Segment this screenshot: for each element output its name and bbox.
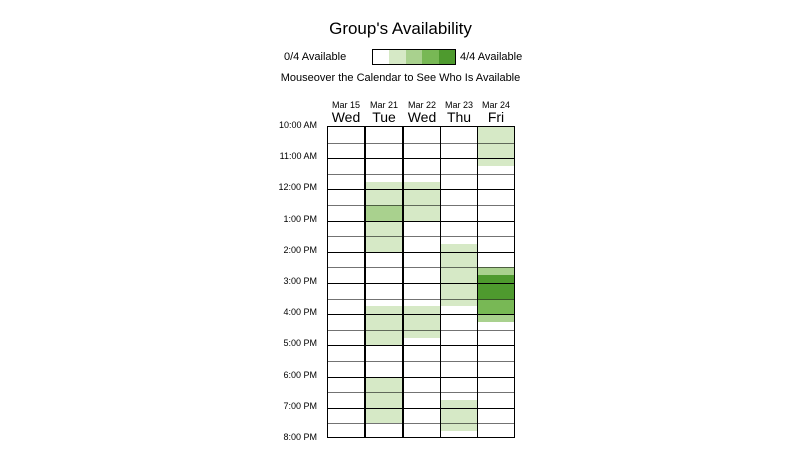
half-hour-line (441, 174, 477, 175)
time-label: 7:00 PM (283, 400, 317, 411)
hour-line (328, 189, 364, 190)
half-hour-line (404, 361, 440, 362)
hour-line (478, 158, 514, 159)
hour-line (328, 345, 364, 346)
hour-line (441, 314, 477, 315)
availability-block[interactable] (478, 275, 514, 298)
hour-line (328, 283, 364, 284)
time-label: 4:00 PM (283, 307, 317, 318)
half-hour-line (366, 143, 402, 144)
time-label: 6:00 PM (283, 369, 317, 380)
hour-line (328, 221, 364, 222)
day-column[interactable] (440, 126, 478, 438)
day-weekday: Wed (407, 109, 437, 125)
hour-line (366, 314, 402, 315)
hour-line (478, 252, 514, 253)
day-column[interactable] (365, 126, 403, 438)
page-title: Group's Availability (329, 19, 472, 38)
hour-line (366, 345, 402, 346)
half-hour-line (366, 299, 402, 300)
hour-line (441, 377, 477, 378)
half-hour-line (478, 361, 514, 362)
half-hour-line (366, 205, 402, 206)
availability-block[interactable] (404, 306, 440, 337)
half-hour-line (366, 423, 402, 424)
day-header (327, 100, 365, 125)
half-hour-line (441, 392, 477, 393)
half-hour-line (441, 143, 477, 144)
half-hour-line (404, 299, 440, 300)
time-label: 12:00 PM (278, 182, 317, 193)
hour-line (366, 252, 402, 253)
legend-scale (372, 49, 456, 65)
hour-line (441, 283, 477, 284)
time-label: 3:00 PM (283, 276, 317, 286)
half-hour-line (404, 174, 440, 175)
day-date: Mar 23 (444, 100, 473, 110)
half-hour-line (404, 143, 440, 144)
hour-line (404, 345, 440, 346)
half-hour-line (478, 330, 514, 331)
hour-line (404, 158, 440, 159)
hour-line (441, 158, 477, 159)
time-label: 10:00 AM (278, 120, 317, 130)
half-hour-line (366, 361, 402, 362)
legend-swatch-1 (389, 50, 405, 64)
day-header (365, 100, 403, 125)
time-label: 11:00 AM (279, 151, 317, 162)
half-hour-line (366, 174, 402, 175)
time-label: 2:00 PM (283, 244, 317, 255)
day-date: Mar 15 (331, 100, 360, 110)
day-column[interactable] (403, 126, 441, 438)
half-hour-line (441, 361, 477, 362)
hour-line (404, 189, 440, 190)
hour-line (478, 345, 514, 346)
half-hour-line (366, 392, 402, 393)
availability-block[interactable] (478, 314, 514, 322)
hour-line (366, 377, 402, 378)
legend-swatch-4 (439, 50, 455, 64)
half-hour-line (441, 299, 477, 300)
hour-line (478, 408, 514, 409)
half-hour-line (478, 236, 514, 237)
availability-block[interactable] (404, 182, 440, 221)
availability-block[interactable] (366, 306, 402, 345)
half-hour-line (328, 143, 364, 144)
half-hour-line (328, 423, 364, 424)
half-hour-line (441, 267, 477, 268)
hour-line (478, 189, 514, 190)
time-label: 5:00 PM (283, 338, 317, 349)
half-hour-line (404, 205, 440, 206)
day-column[interactable] (327, 126, 365, 438)
hour-line (404, 314, 440, 315)
availability-block[interactable] (478, 267, 514, 275)
half-hour-line (404, 330, 440, 331)
legend-swatch-2 (406, 50, 422, 64)
availability-block[interactable] (441, 244, 477, 306)
day-weekday: Wed (331, 109, 361, 125)
legend-max-label: 4/4 Available (460, 51, 523, 63)
hour-line (366, 408, 402, 409)
day-date: Mar 21 (369, 100, 398, 110)
half-hour-line (404, 423, 440, 424)
half-hour-line (366, 330, 402, 331)
day-date: Mar 24 (481, 100, 510, 110)
day-date: Mar 22 (407, 100, 436, 110)
legend-swatch-3 (422, 50, 438, 64)
half-hour-line (478, 205, 514, 206)
time-label: 1:00 PM (283, 213, 317, 224)
half-hour-line (441, 205, 477, 206)
half-hour-line (366, 267, 402, 268)
hour-line (366, 158, 402, 159)
hour-line (441, 189, 477, 190)
half-hour-line (328, 205, 364, 206)
availability-block[interactable] (366, 197, 402, 205)
half-hour-line (328, 174, 364, 175)
half-hour-line (478, 392, 514, 393)
day-header (477, 100, 515, 125)
day-header (403, 100, 441, 125)
half-hour-line (478, 174, 514, 175)
half-hour-line (328, 392, 364, 393)
hour-line (366, 189, 402, 190)
hour-line (441, 221, 477, 222)
hour-line (478, 314, 514, 315)
hour-line (328, 314, 364, 315)
hour-line (478, 283, 514, 284)
hour-line (404, 252, 440, 253)
availability-legend (0, 49, 801, 65)
day-column[interactable] (477, 126, 515, 438)
half-hour-line (478, 267, 514, 268)
availability-block[interactable] (366, 205, 402, 221)
day-weekday: Tue (372, 109, 396, 125)
half-hour-line (328, 236, 364, 237)
half-hour-line (478, 143, 514, 144)
half-hour-line (441, 423, 477, 424)
hour-line (328, 377, 364, 378)
hour-line (478, 221, 514, 222)
availability-block[interactable] (441, 400, 477, 431)
hour-line (366, 283, 402, 284)
hour-line (441, 252, 477, 253)
day-weekday: Thu (446, 109, 472, 125)
time-label: 8:00 PM (283, 432, 317, 442)
half-hour-line (328, 267, 364, 268)
legend-swatch-0 (373, 50, 389, 64)
half-hour-line (404, 267, 440, 268)
hour-line (441, 408, 477, 409)
hour-line (328, 252, 364, 253)
hour-line (441, 345, 477, 346)
mouseover-hint: Mouseover the Calendar to See Who Is Available (280, 72, 521, 84)
hour-line (328, 408, 364, 409)
legend-min-label: 0/4 Available (284, 51, 347, 63)
hour-line (404, 221, 440, 222)
availability-block[interactable] (478, 127, 514, 166)
hour-line (404, 377, 440, 378)
day-weekday: Fri (487, 109, 505, 125)
half-hour-line (478, 299, 514, 300)
availability-block[interactable] (366, 408, 402, 424)
hour-line (404, 408, 440, 409)
half-hour-line (328, 299, 364, 300)
half-hour-line (328, 361, 364, 362)
half-hour-line (404, 392, 440, 393)
half-hour-line (441, 236, 477, 237)
day-header (440, 100, 478, 125)
availability-block[interactable] (478, 299, 514, 315)
half-hour-line (366, 236, 402, 237)
hour-line (328, 158, 364, 159)
hour-line (366, 221, 402, 222)
half-hour-line (404, 236, 440, 237)
hour-line (478, 377, 514, 378)
hour-line (404, 283, 440, 284)
half-hour-line (328, 330, 364, 331)
half-hour-line (478, 423, 514, 424)
half-hour-line (441, 330, 477, 331)
